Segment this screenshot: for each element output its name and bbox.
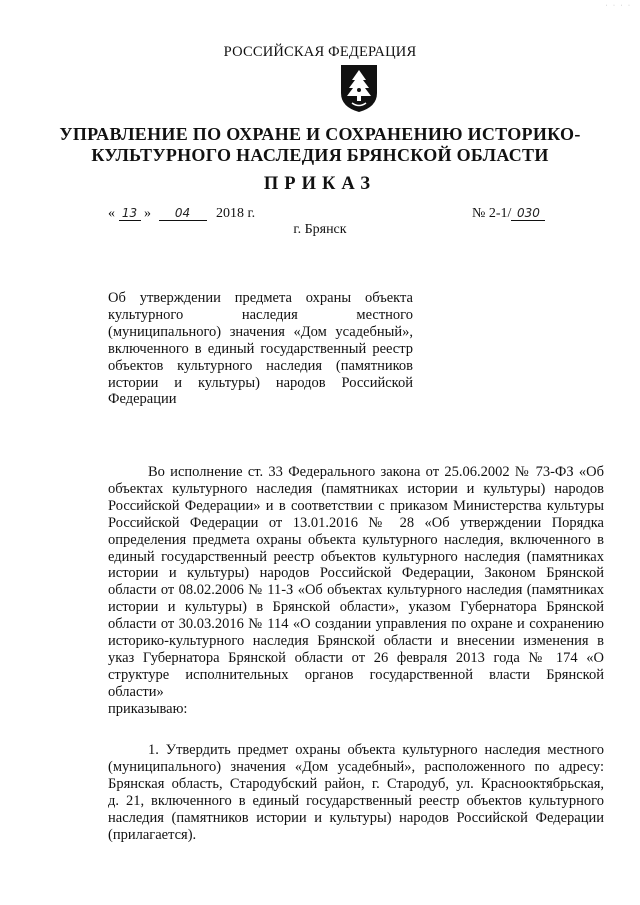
item-line: (муниципального) значения «Дом усадебный», расположенного по адресу: xyxy=(108,758,604,775)
body-line: Во исполнение ст. 33 Федерального закона от 25.06.2002 № 73-ФЗ «Об xyxy=(148,464,604,480)
body-line: структуре исполнительных органов государственной власти Брянской xyxy=(108,666,604,683)
corner-mark: · · · · xyxy=(605,3,632,9)
subject-line: (муниципального) значения «Дом усадебный», xyxy=(108,323,413,340)
date-close-quote: » xyxy=(144,206,151,221)
item-line: наследия (памятников истории и культуры) народов Российской Федерации xyxy=(108,809,604,826)
org-line-1: УПРАВЛЕНИЕ ПО ОХРАНЕ И СОХРАНЕНИЮ ИСТОРИКО- xyxy=(59,124,581,144)
subject-line: Федерации xyxy=(108,391,177,408)
order-word: приказываю: xyxy=(108,700,188,717)
body-line: указ Губернатора Брянской области от 26 февраля 2013 года № 174 «О xyxy=(108,649,604,666)
subject-line: Об утверждении предмета охраны объекта xyxy=(108,290,413,306)
date-open-quote: « xyxy=(108,206,115,221)
body-line: историко-культурного наследия Брянской области и внесении изменения в xyxy=(108,633,604,650)
body-line: единый государственный реестр объектов культурного наследия (памятниках xyxy=(108,548,604,565)
date-year: 2018 г. xyxy=(216,206,256,221)
document-type: ПРИКАЗ xyxy=(263,174,377,194)
preamble xyxy=(108,464,604,718)
order-subject xyxy=(108,290,413,408)
body-line: Российской Федерации» и в соответствии с приказом Министерства культуры xyxy=(108,497,604,514)
body-line: определения предмета охраны объекта культурного наследия, включенного в xyxy=(108,531,604,548)
item-line: (прилагается). xyxy=(108,826,197,843)
date-month: 04 xyxy=(159,207,207,221)
organization-name xyxy=(0,124,640,166)
item-line: Брянская область, Стародубский район, г. Стародуб, ул. Краснооктябрьская, xyxy=(108,775,604,792)
body-line: объектах культурного наследия (памятниках истории и культуры) народов xyxy=(108,480,604,497)
number-prefix: № 2-1/ xyxy=(472,206,512,221)
document-date xyxy=(108,206,255,222)
body-line: области от 30.03.2016 № 114 «О создании управления по охране и сохранению xyxy=(108,616,604,633)
coat-of-arms-icon xyxy=(338,63,380,113)
item-line: д. 21, включенного в единый государственный реестр объектов культурного xyxy=(108,792,604,809)
number-handwritten: 030 xyxy=(511,207,545,221)
document-number xyxy=(472,206,545,222)
subject-line: включенного в единый государственный реестр xyxy=(108,340,413,357)
org-line-2: КУЛЬТУРНОГО НАСЛЕДИЯ БРЯНСКОЙ ОБЛАСТИ xyxy=(91,145,549,165)
body-line: области от 08.02.2006 № 11-З «Об объектах культурного наследия (памятниках xyxy=(108,582,604,599)
country-heading: РОССИЙСКАЯ ФЕДЕРАЦИЯ xyxy=(223,44,417,60)
body-line: истории и культуры) в Брянской области», указом Губернатора Брянской xyxy=(108,599,604,616)
body-line: истории и культуры) народов Российской Федерации, Законом Брянской xyxy=(108,565,604,582)
subject-line: истории и культуры) народов Российской xyxy=(108,374,413,391)
subject-line: культурного наследия местного xyxy=(108,306,413,323)
date-day: 13 xyxy=(119,207,141,221)
body-line: области» xyxy=(108,683,164,700)
item-line: 1. Утвердить предмет охраны объекта культурного наследия местного xyxy=(148,742,604,758)
city: г. Брянск xyxy=(293,222,347,237)
subject-line: объектов культурного наследия (памятников xyxy=(108,357,413,374)
order-item-1 xyxy=(108,742,604,843)
body-line: Российской Федерации от 13.01.2016 № 28 «Об утверждении Порядка xyxy=(108,514,604,531)
